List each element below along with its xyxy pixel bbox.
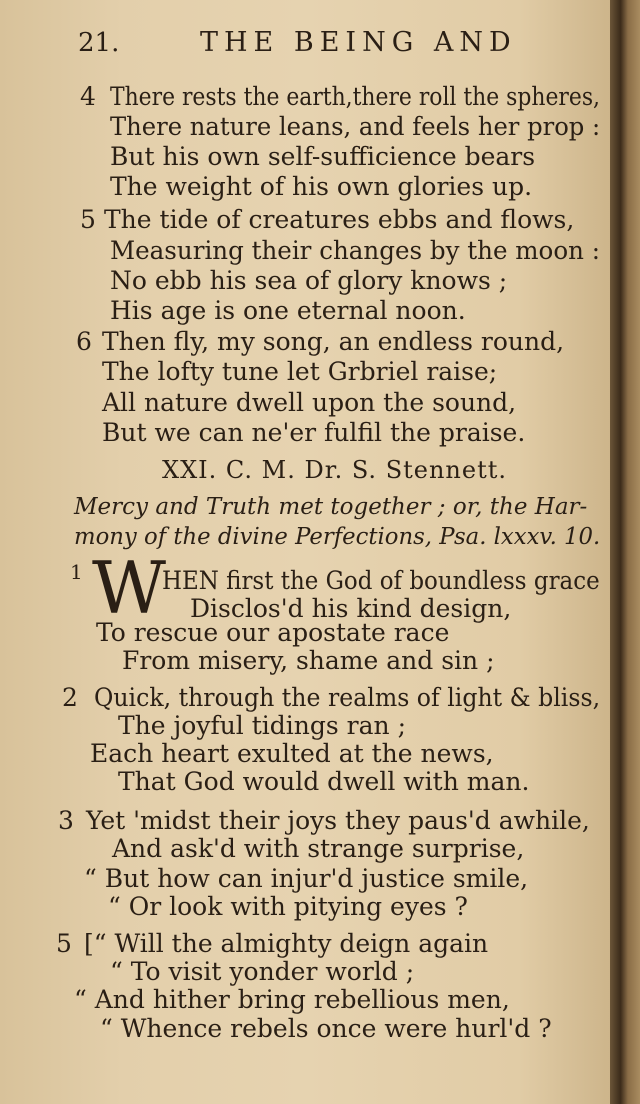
stanza-number: 4 [80,82,96,111]
verse-line: Measuring their changes by the moon : [110,236,601,265]
verse-line: The weight of his own glories up. [110,172,533,201]
verse-line: But we can ne'er fulfil the praise. [102,418,526,447]
verse-line: No ebb his sea of glory knows ; [110,266,508,295]
verse-line: “ But how can injur'd justice smile, [84,864,529,893]
stanza-number: 1 [70,560,83,584]
verse-line: To rescue our apostate race [96,618,450,647]
verse-line: The tide of creatures ebbs and flows, [104,205,575,234]
running-title: THE BEING AND [200,27,517,58]
stanza-number: 5 [80,205,96,234]
verse-line: And ask'd with strange surprise, [112,834,525,863]
verse-line: Disclos'd his kind design, [190,594,512,623]
verse-line: The lofty tune let Grbriel raise; [102,357,498,386]
verse-line: Yet 'midst their joys they paus'd awhile, [86,806,590,835]
hymn-heading: XXI. C. M. Dr. S. Stennett. [162,456,508,484]
verse-line: [“ Will the almighty deign again [84,929,489,958]
hymn-subtitle: mony of the divine Perfections, Psa. lxxxv. 10. [74,524,601,550]
verse-line: Then fly, my song, an endless round, [102,327,565,356]
verse-line: That God would dwell with man. [118,767,530,796]
verse-line: There rests the earth,there roll the spheres, [110,82,601,111]
verse-line: There nature leans, and feels her prop : [110,112,601,141]
stanza-number: 3 [58,806,74,835]
verse-line: “ Whence rebels once were hurl'd ? [100,1014,552,1043]
verse-line: Quick, through the realms of light & bliss, [94,683,601,712]
verse-line: His age is one eternal noon. [110,296,466,325]
verse-line: “ To visit yonder world ; [110,957,415,986]
page-number: 21. [78,28,120,58]
verse-line: Each heart exulted at the news, [90,739,494,768]
verse-line: The joyful tidings ran ; [118,711,406,740]
stanza-number: 5 [56,929,72,958]
hymn-subtitle: Mercy and Truth met together ; or, the Har- [74,494,588,520]
verse-line: “ And hither bring rebellious men, [74,985,510,1014]
drop-cap: W [92,546,167,630]
verse-line: All nature dwell upon the sound, [102,388,517,417]
stanza-number: 2 [62,683,78,712]
stanza-number: 6 [76,327,92,356]
verse-line: HEN first the God of boundless grace [162,566,600,595]
book-spine-edge [610,0,640,1104]
verse-line: From misery, shame and sin ; [122,646,495,675]
verse-line: But his own self-sufficience bears [110,142,536,171]
verse-line: “ Or look with pitying eyes ? [108,892,468,921]
